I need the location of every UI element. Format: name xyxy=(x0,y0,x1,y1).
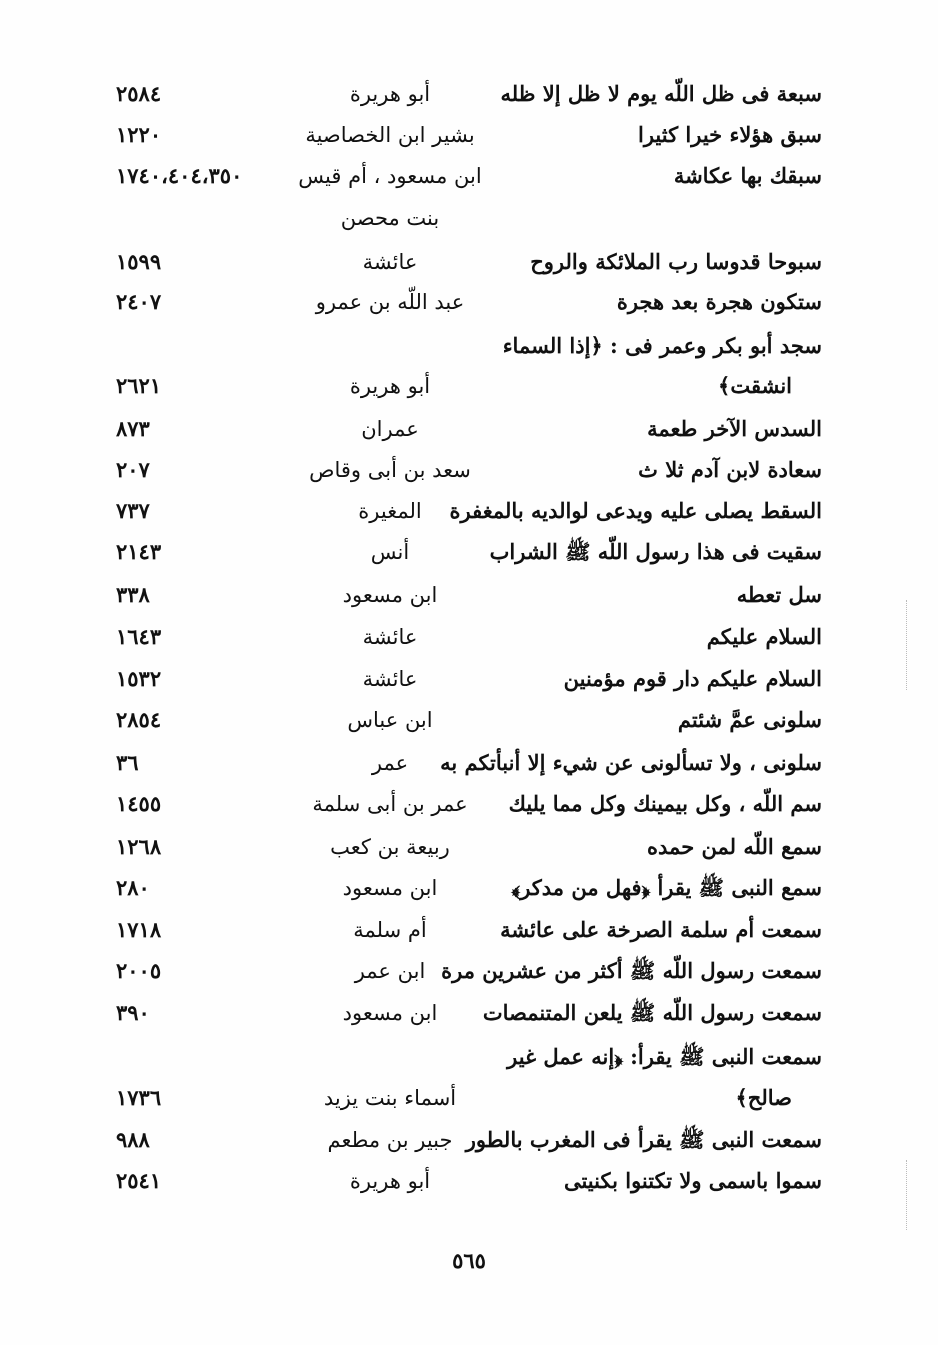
narrator: أم سلمة xyxy=(353,918,427,942)
page-number: ٥٦٥ xyxy=(452,1248,486,1273)
hadith-text: سبقك بها عكاشة xyxy=(673,163,822,188)
narrator: أبو هريرة xyxy=(349,82,431,106)
hadith-text: سل تعطه xyxy=(736,582,822,607)
narrator: جبير بن مطعم xyxy=(327,1128,453,1152)
hadith-number: ١٤٥٥ xyxy=(116,791,162,816)
narrator: عائشة xyxy=(362,667,418,691)
hadith-number: ٢٥٨٤ xyxy=(116,81,162,106)
hadith-number: ١٧١٨ xyxy=(116,917,162,942)
hadith-number: ١٧٣٦ xyxy=(116,1085,162,1110)
index-row xyxy=(0,328,938,364)
narrator: عبد اللّه بن عمرو xyxy=(315,290,465,314)
index-row xyxy=(0,76,938,112)
hadith-text: سم اللّه ، وكل بيمينك وكل مما يليك xyxy=(508,791,822,816)
narrator: ابن مسعود xyxy=(342,1001,438,1025)
page-edge-mark xyxy=(906,1160,908,1230)
narrator: أنس xyxy=(370,540,410,564)
hadith-text: سلونى ، ولا تسألونى عن شيء إلا أنبأتكم به xyxy=(440,750,822,775)
narrator: ابن مسعود xyxy=(342,583,438,607)
hadith-number: ٩٨٨ xyxy=(116,1127,150,1152)
hadith-number: ١٢٦٨ xyxy=(116,834,162,859)
index-row xyxy=(0,493,938,529)
narrator: بشير ابن الخصاصية xyxy=(305,123,475,147)
hadith-number: ٧٣٧ xyxy=(116,498,150,523)
hadith-text: صالح﴾ xyxy=(735,1085,792,1110)
hadith-number: ١٧٤٠،٤٠٤،٣٥٠ xyxy=(116,163,243,188)
narrator: ابن مسعود xyxy=(342,876,438,900)
hadith-number: ١٥٣٢ xyxy=(116,666,162,691)
index-row xyxy=(0,619,938,655)
narrator: أبو هريرة xyxy=(349,1169,431,1193)
hadith-text: سجد أبو بكر وعمر فى : ﴿إذا السماء xyxy=(502,333,822,358)
hadith-text: السلام عليكم xyxy=(706,624,822,649)
page-edge-mark xyxy=(906,600,908,690)
index-row xyxy=(0,702,938,738)
hadith-text: سعادة لابن آدم ثلا ث xyxy=(638,457,822,482)
hadith-number: ١٦٤٣ xyxy=(116,624,162,649)
hadith-number: ٣٦ xyxy=(116,750,139,775)
index-row xyxy=(0,912,938,948)
index-row xyxy=(0,661,938,697)
hadith-number: ٢٠٠٥ xyxy=(116,958,162,983)
hadith-number: ٢١٤٣ xyxy=(116,539,162,564)
index-row xyxy=(0,158,938,194)
hadith-number: ١٥٩٩ xyxy=(116,249,162,274)
index-row-continuation xyxy=(0,200,938,236)
index-row xyxy=(0,244,938,280)
hadith-number: ٢٤٠٧ xyxy=(116,289,162,314)
index-row xyxy=(0,745,938,781)
hadith-text: سلونى عمَّ شئتم xyxy=(677,707,822,732)
hadith-text: انشقت﴾ xyxy=(718,373,792,398)
hadith-number: ٣٣٨ xyxy=(116,582,150,607)
index-row xyxy=(0,1039,938,1075)
hadith-text: سمعت النبى ﷺ يقرأ فى المغرب بالطور xyxy=(465,1127,822,1152)
hadith-number: ٨٧٣ xyxy=(116,416,150,441)
hadith-text: ستكون هجرة بعد هجرة xyxy=(616,289,822,314)
index-row xyxy=(0,786,938,822)
index-row xyxy=(0,577,938,613)
index-row xyxy=(0,1163,938,1199)
hadith-number: ٢٨٥٤ xyxy=(116,707,162,732)
hadith-text: سمع النبى ﷺ يقرأ ﴿فهل من مدكر﴾ xyxy=(511,875,822,900)
index-row xyxy=(0,117,938,153)
narrator: عائشة xyxy=(362,625,418,649)
narrator: عائشة xyxy=(362,250,418,274)
narrator: ربيعة بن كعب xyxy=(330,835,450,859)
index-row xyxy=(0,1080,938,1116)
hadith-text: سبوحا قدوسا رب الملائكة والروح xyxy=(530,249,822,274)
hadith-number: ٣٩٠ xyxy=(116,1000,150,1025)
narrator: سعد بن أبى وقاص xyxy=(309,458,471,482)
narrator: أسماء بنت يزيد xyxy=(323,1086,457,1110)
hadith-text: سبعة فى ظل اللّه يوم لا ظل إلا ظله xyxy=(500,81,822,106)
narrator: عمران xyxy=(361,417,419,441)
hadith-text: سمعت النبى ﷺ يقرأ: ﴿إنه عمل غير xyxy=(507,1044,822,1069)
hadith-text: سموا باسمى ولا تكتنوا بكنيتى xyxy=(563,1168,822,1193)
index-row xyxy=(0,829,938,865)
index-row xyxy=(0,953,938,989)
index-row xyxy=(0,1122,938,1158)
hadith-text: سمع اللّه لمن حمده xyxy=(647,834,822,859)
hadith-text: السدس الآخر طعمة xyxy=(647,416,822,441)
narrator: ابن عباس xyxy=(347,708,433,732)
index-row xyxy=(0,995,938,1031)
hadith-number: ٢٥٤١ xyxy=(116,1168,162,1193)
hadith-text: السقط يصلى عليه ويدعى لوالديه بالمغفرة xyxy=(449,498,822,523)
index-row xyxy=(0,411,938,447)
index-row xyxy=(0,534,938,570)
narrator: عمر بن أبى سلمة xyxy=(312,792,468,816)
hadith-text: سمعت رسول اللّه ﷺ يلعن المتنمصات xyxy=(482,1000,822,1025)
hadith-number: ٢٠٧ xyxy=(116,457,150,482)
narrator: عمر xyxy=(371,751,409,775)
index-row xyxy=(0,284,938,320)
hadith-text: السلام عليكم دار قوم مؤمنين xyxy=(563,666,822,691)
index-row xyxy=(0,368,938,404)
narrator: ابن عمر xyxy=(354,959,426,983)
narrator: أبو هريرة xyxy=(349,374,431,398)
narrator: بنت محصن xyxy=(340,206,440,230)
narrator: المغيرة xyxy=(358,499,422,523)
narrator: ابن مسعود ، أم قيس xyxy=(298,164,482,188)
hadith-text: سقيت فى هذا رسول اللّه ﷺ الشراب xyxy=(489,539,822,564)
hadith-text: سمعت أم سلمة الصرخة على عائشة xyxy=(500,917,822,942)
hadith-number: ١٢٢٠ xyxy=(116,122,162,147)
hadith-number: ٢٦٢١ xyxy=(116,373,162,398)
hadith-text: سبق هؤلاء خيرا كثيرا xyxy=(638,122,822,147)
index-row xyxy=(0,870,938,906)
hadith-number: ٢٨٠ xyxy=(116,875,150,900)
index-row xyxy=(0,452,938,488)
hadith-text: سمعت رسول اللّه ﷺ أكثر من عشرين مرة xyxy=(441,958,822,983)
